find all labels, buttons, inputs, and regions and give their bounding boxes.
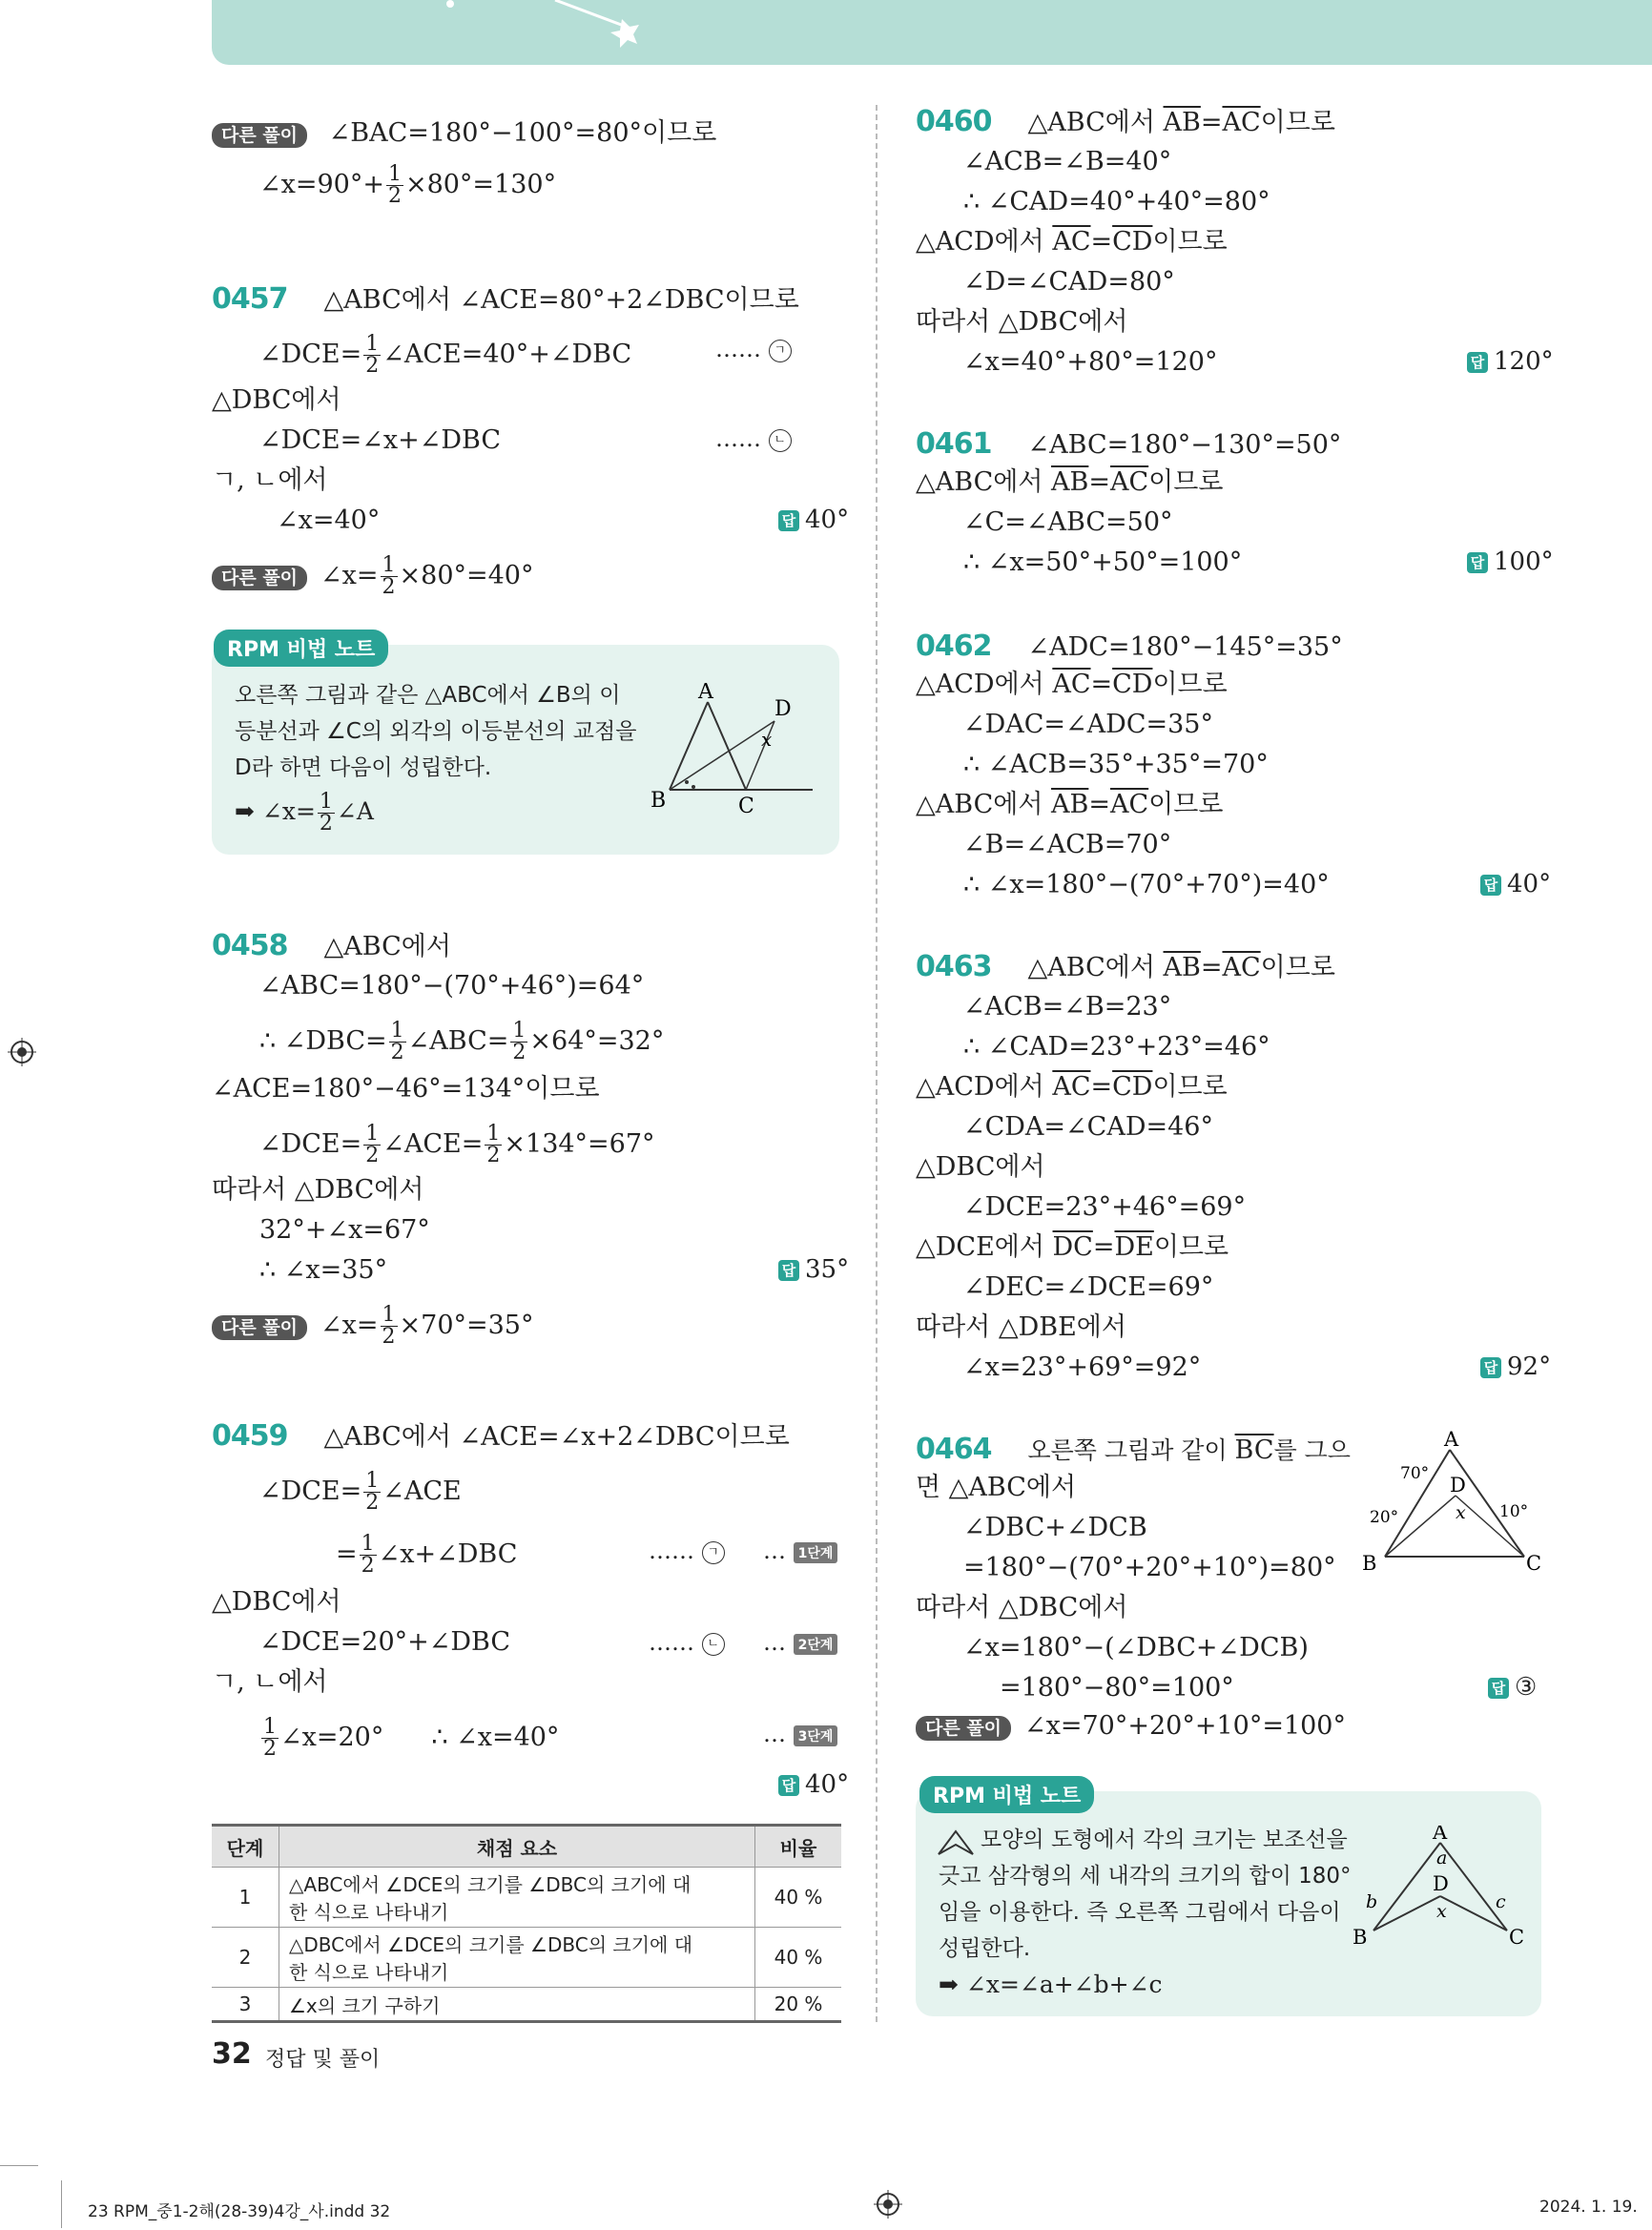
svg-text:70°: 70°: [1400, 1464, 1430, 1483]
problem-0458-line3: ∴ ∠DBC= $\frac{1}{2}$ ∠ABC= $\frac{1}{2}$ ×64°=32°: [259, 1019, 665, 1064]
svg-text:c: c: [1496, 1891, 1506, 1912]
secret-note-1: [212, 638, 839, 855]
note-tag: RPM 비법 노트: [214, 630, 388, 667]
table-row: 2 △DBC에서 ∠DCE의 크기를 ∠DBC의 크기에 대 한 식으로 나타내기 40 %: [212, 1928, 841, 1988]
svg-text:A: A: [1433, 1826, 1448, 1844]
step-3-badge: … 3단계: [763, 1721, 837, 1747]
answer-0463: 답 92°: [1480, 1352, 1551, 1381]
problem-0463-line8: △DCE에서 $\overline{DC}=\overline{DE}$이므로: [916, 1232, 1229, 1262]
problem-0458-line5: ∠DCE= $\frac{1}{2}$ ∠ACE= $\frac{1}{2}$ ×134°=67°: [259, 1122, 655, 1167]
problem-0457-line4: ∠DCE=∠x+∠DBC: [259, 425, 502, 455]
note-1-triangle-figure: [631, 683, 832, 826]
problem-0459-line4: △DBC에서: [212, 1587, 341, 1617]
problem-0458-line7: 32°+∠x=67°: [259, 1215, 430, 1245]
problem-0462-line3: ∠DAC=∠ADC=35°: [963, 710, 1213, 739]
marker-0459-1: …… ㄱ: [649, 1538, 725, 1564]
svg-text:x: x: [1436, 1901, 1447, 1922]
marker-1: …… ㄱ: [715, 336, 792, 362]
svg-text:C: C: [1526, 1552, 1542, 1575]
answer-0457: 답 40°: [778, 506, 849, 534]
problem-0461-line4: ∴ ∠x=50°+50°=100°: [963, 547, 1243, 577]
problem-0460-heading: 0460 △ABC에서 $\overline{AB}=\overline{AC}$이므로: [916, 105, 1335, 138]
problem-0461-heading: 0461 ∠ABC=180°−130°=50°: [916, 427, 1342, 461]
svg-text:b: b: [1366, 1891, 1378, 1912]
answer-0461: 답 100°: [1467, 547, 1554, 576]
problem-0461-line2: △ABC에서 $\overline{AB}=\overline{AC}$이므로: [916, 467, 1224, 497]
problem-0463-line6: △DBC에서: [916, 1152, 1045, 1182]
alt-solution-tag: 다른 풀이: [212, 123, 307, 148]
problem-0464-line4: =180°−(70°+20°+10°)=80°: [963, 1553, 1336, 1582]
marker-2: …… ㄴ: [715, 425, 792, 452]
problem-0458-line8: ∴ ∠x=35°: [259, 1255, 388, 1285]
svg-text:B: B: [1353, 1926, 1368, 1949]
svg-text:D: D: [1450, 1474, 1466, 1497]
print-date: 2024. 1. 19.: [1539, 2198, 1638, 2217]
registration-mark-icon: [8, 1038, 36, 1066]
answer-0460: 답 120°: [1467, 347, 1554, 376]
registration-mark-icon: [874, 2190, 902, 2219]
problem-0460-line7: ∠x=40°+80°=120°: [963, 347, 1218, 377]
problem-0457-line2: ∠DCE= $\frac{1}{2}$ ∠ACE=40°+∠DBC: [259, 332, 632, 378]
header-banner: [212, 0, 1652, 65]
problem-0458-line2: ∠ABC=180°−(70°+46°)=64°: [259, 971, 645, 1001]
problem-0464-line7: =180°−80°=100°: [1000, 1673, 1234, 1703]
problem-0461-line3: ∠C=∠ABC=50°: [963, 507, 1173, 537]
problem-0460-line5: ∠D=∠CAD=80°: [963, 267, 1175, 297]
column-divider: [876, 105, 878, 2022]
problem-0457-line5: ㄱ, ㄴ에서: [212, 465, 328, 495]
alt-solution-0458: 다른 풀이 ∠x= $\frac{1}{2}$ ×70°=35°: [212, 1305, 533, 1348]
svg-text:A: A: [698, 683, 713, 704]
problem-0463-line9: ∠DEC=∠DCE=69°: [963, 1272, 1214, 1302]
problem-0462-line4: ∴ ∠ACB=35°+35°=70°: [963, 750, 1269, 779]
problem-0457-heading: 0457 △ABC에서 ∠ACE=80°+2∠DBC이므로: [212, 282, 799, 316]
svg-text:C: C: [1509, 1926, 1525, 1949]
note-2-figure: [1345, 1826, 1536, 1959]
crop-mark: [61, 2180, 62, 2228]
alt-solution-0457: 다른 풀이 ∠x= $\frac{1}{2}$ ×80°=40°: [212, 555, 533, 598]
svg-text:D: D: [774, 697, 792, 721]
svg-text:x: x: [761, 728, 773, 751]
note-1-text: 오른쪽 그림과 같은 △ABC에서 ∠B의 이 등분선과 ∠C의 외각의 이등분선의 교점을 D라 하면 다음이 성립한다. ➡ ∠x= $\frac{1}{2}$ ∠A: [235, 683, 637, 836]
svg-text:x: x: [1456, 1502, 1466, 1523]
problem-0458-heading: 0458 △ABC에서: [212, 929, 451, 962]
scoring-table: [212, 1824, 841, 2023]
secret-note-2: [916, 1785, 1541, 2016]
svg-text:20°: 20°: [1370, 1508, 1399, 1527]
alt-solution-0: 다른 풀이 ∠BAC=180°−100°=80°이므로: [212, 118, 716, 149]
svg-text:C: C: [738, 795, 754, 818]
problem-0463-heading: 0463 △ABC에서 $\overline{AB}=\overline{AC}$이므로: [916, 950, 1335, 983]
svg-text:10°: 10°: [1499, 1502, 1529, 1521]
problem-0457-line3: △DBC에서: [212, 385, 341, 415]
table-row: 3 ∠x의 크기 구하기 20 %: [212, 1988, 841, 2022]
problem-0460-line6: 따라서 △DBC에서: [916, 307, 1128, 337]
problem-0462-line5: △ABC에서 $\overline{AB}=\overline{AC}$이므로: [916, 790, 1224, 819]
problem-0464-line2: 면 △ABC에서: [916, 1473, 1077, 1502]
answer-0458: 답 35°: [778, 1255, 849, 1284]
problem-0457-line6: ∠x=40°: [277, 506, 381, 535]
table-row: 1 △ABC에서 ∠DCE의 크기를 ∠DBC의 크기에 대 한 식으로 나타내기 40 %: [212, 1868, 841, 1928]
problem-0463-line2: ∠ACB=∠B=23°: [963, 992, 1172, 1022]
problem-0460-line2: ∠ACB=∠B=40°: [963, 147, 1172, 176]
problem-0463-line5: ∠CDA=∠CAD=46°: [963, 1112, 1213, 1142]
problem-0458-line4: ∠ACE=180°−46°=134°이므로: [212, 1074, 600, 1104]
svg-text:B: B: [650, 789, 667, 813]
problem-0464-line6: ∠x=180°−(∠DBC+∠DCB): [963, 1633, 1309, 1662]
crop-mark: [0, 2165, 38, 2166]
answer-0459: 답 40°: [778, 1770, 849, 1799]
problem-0463-line3: ∴ ∠CAD=23°+23°=46°: [963, 1032, 1270, 1062]
table-header-row: 단계 채점 요소 비율: [212, 1826, 841, 1868]
problem-0462-line6: ∠B=∠ACB=70°: [963, 830, 1172, 859]
answer-0464: 답 ③: [1488, 1673, 1537, 1702]
alt-solution-0464: 다른 풀이 ∠x=70°+20°+10°=100°: [916, 1711, 1346, 1742]
step-1-badge: … 1단계: [763, 1538, 837, 1564]
alt-solution-0-line2: ∠x=90°+ $\frac{1}{2}$ ×80°=130°: [259, 162, 557, 208]
svg-text:a: a: [1436, 1848, 1448, 1869]
problem-0463-line7: ∠DCE=23°+46°=69°: [963, 1192, 1247, 1222]
problem-0459-line5: ∠DCE=20°+∠DBC: [259, 1627, 511, 1657]
problem-0463-line4: △ACD에서 $\overline{AC}=\overline{CD}$이므로: [916, 1072, 1228, 1102]
problem-0459-line3: = $\frac{1}{2}$ ∠x+∠DBC: [336, 1532, 518, 1578]
problem-0464-line3: ∠DBC+∠DCB: [963, 1513, 1147, 1542]
svg-text:A: A: [1444, 1431, 1459, 1451]
problem-0459-line6: ㄱ, ㄴ에서: [212, 1667, 328, 1697]
svg-text:D: D: [1433, 1872, 1449, 1895]
problem-0464-line5: 따라서 △DBC에서: [916, 1593, 1128, 1622]
step-2-badge: … 2단계: [763, 1629, 837, 1656]
problem-0462-line7: ∴ ∠x=180°−(70°+70°)=40°: [963, 870, 1330, 899]
problem-0463-line10: 따라서 △DBE에서: [916, 1312, 1126, 1342]
problem-0464-heading: 0464 오른쪽 그림과 같이 $\overline{BC}$를 그으: [916, 1433, 1351, 1466]
problem-0459-line2: ∠DCE= $\frac{1}{2}$ ∠ACE: [259, 1469, 462, 1515]
problem-0458-line6: 따라서 △DBC에서: [212, 1175, 424, 1205]
note-tag: RPM 비법 노트: [919, 1776, 1094, 1813]
problem-0460-line3: ∴ ∠CAD=40°+40°=80°: [963, 187, 1270, 217]
page-number: 32: [212, 2037, 252, 2071]
problem-0462-line2: △ACD에서 $\overline{AC}=\overline{CD}$이므로: [916, 670, 1228, 699]
note-2-text: 모양의 도형에서 각의 크기는 보조선을 긋고 삼각형의 세 내각의 크기의 합이 180° 임을 이용한다. 즉 오른쪽 그림에서 다음이 성립한다. ➡ ∠x=∠a+∠b+∠c: [939, 1827, 1352, 1998]
svg-text:B: B: [1362, 1552, 1377, 1575]
star-decoration-icon: [383, 0, 918, 65]
problem-0464-figure: [1354, 1431, 1545, 1583]
answer-0462: 답 40°: [1480, 870, 1551, 898]
page-title: 정답 및 풀이: [265, 2048, 381, 2072]
print-file-info: 23 RPM_중1-2해(28-39)4강_사.indd 32: [88, 2202, 391, 2221]
problem-0463-line11: ∠x=23°+69°=92°: [963, 1352, 1202, 1382]
problem-0459-line7: $\frac{1}{2}$ ∠x=20° ∴ ∠x=40°: [263, 1715, 560, 1761]
marker-0459-2: …… ㄴ: [649, 1629, 725, 1656]
problem-0460-line4: △ACD에서 $\overline{AC}=\overline{CD}$이므로: [916, 227, 1228, 257]
problem-0459-heading: 0459 △ABC에서 ∠ACE=∠x+2∠DBC이므로: [212, 1419, 790, 1453]
problem-0462-heading: 0462 ∠ADC=180°−145°=35°: [916, 630, 1343, 663]
